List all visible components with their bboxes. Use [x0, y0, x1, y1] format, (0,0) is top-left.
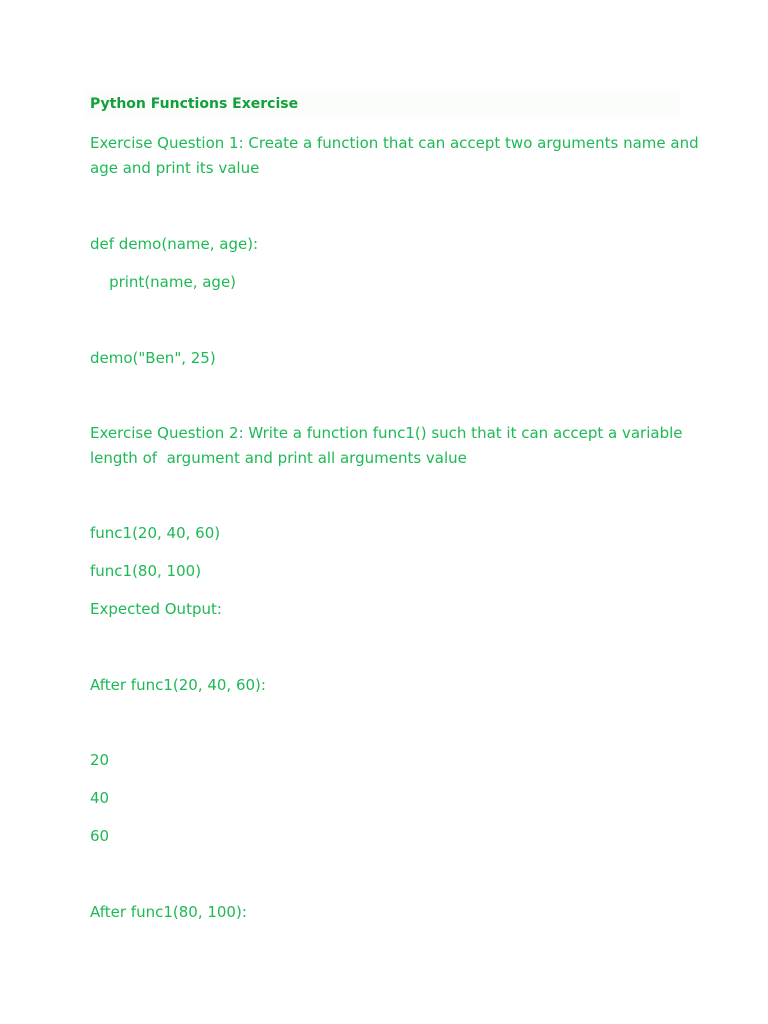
question-2-line-2: length of argument and print all arguments value: [90, 449, 467, 467]
expected-output-label: Expected Output:: [90, 600, 222, 618]
document-title: Python Functions Exercise: [90, 96, 299, 112]
func1-call-1: func1(20, 40, 60): [90, 524, 221, 542]
question-1-line-2: age and print its value: [90, 159, 260, 177]
question-1-line-1: Exercise Question 1: Create a function that can accept two arguments name and: [90, 134, 699, 152]
code-call-line: demo("Ben", 25): [90, 349, 216, 367]
code-print-line: print(name, age): [90, 273, 237, 291]
after-func1-call-2: After func1(80, 100):: [90, 903, 247, 921]
func1-call-2: func1(80, 100): [90, 562, 202, 580]
output-value: 20: [90, 751, 110, 769]
question-2-line-1: Exercise Question 2: Write a function func1() such that it can accept a variable: [90, 424, 683, 442]
code-def-line: def demo(name, age):: [90, 235, 259, 253]
output-value: 60: [90, 827, 110, 845]
after-func1-call-1: After func1(20, 40, 60):: [90, 676, 266, 694]
output-value: 40: [90, 789, 110, 807]
